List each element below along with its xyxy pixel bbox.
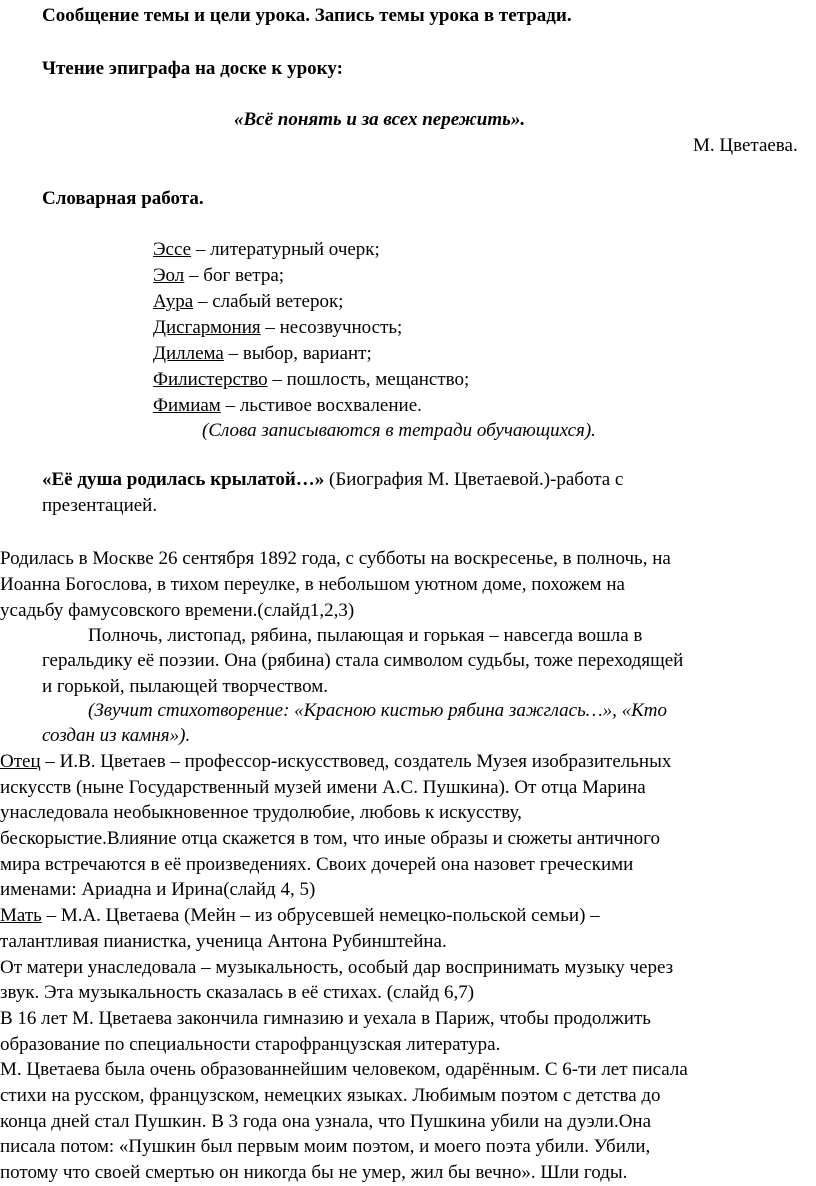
vocab-item xyxy=(153,263,284,289)
father-line xyxy=(0,749,671,775)
vocabulary-heading: Словарная работа. xyxy=(42,188,204,209)
vocab-definition: – выбор, вариант; xyxy=(223,343,372,364)
vocab-term: Дисгармония xyxy=(153,317,261,338)
vocab-item xyxy=(153,393,422,419)
vocab-term: Диллема xyxy=(153,343,224,364)
presentation-title: «Её душа родилась крылатой…» xyxy=(42,469,325,490)
lesson-topic-heading: Сообщение темы и цели урока. Запись темы урока в тетради. xyxy=(42,5,572,26)
vocab-item xyxy=(153,315,402,341)
bio-text-line: В 16 лет М. Цветаева закончила гимназию и уехала в Париж, чтобы продолжить xyxy=(0,1008,651,1029)
vocab-definition: – пошлость, мещанство; xyxy=(267,369,470,390)
bio-text-line: От матери унаследовала – музыкальность, особый дар воспринимать музыку через xyxy=(0,957,674,978)
bio-text-line: искусств (ныне Государственный музей имени А.С. Пушкина). От отца Марина xyxy=(0,777,646,798)
vocab-definition: – льстивое восхваление. xyxy=(220,395,422,416)
vocab-term: Филистерство xyxy=(153,369,268,390)
bio-text-line: писала потом: «Пушкин был первым моим поэтом, и моего поэта убили. Убили, xyxy=(0,1136,651,1157)
bio-text-line: мира встречаются в её произведениях. Своих дочерей она назовет греческими xyxy=(0,854,634,875)
vocab-definition: – несозвучность; xyxy=(260,317,403,338)
epigraph-heading: Чтение эпиграфа на доске к уроку: xyxy=(42,58,343,79)
mother-label: Мать xyxy=(0,905,42,926)
bio-text-line: стихи на русском, французском, немецких языках. Любимым поэтом с детства до xyxy=(0,1085,661,1106)
poem-note-line: создан из камня»). xyxy=(42,725,191,746)
bio-text-line: именами: Ариадна и Ирина(слайд 4, 5) xyxy=(0,879,316,900)
mother-line xyxy=(0,903,600,929)
father-text: – И.В. Цветаев – профессор-искусствовед, создатель Музея изобразительных xyxy=(40,751,672,772)
bio-text-line: звук. Эта музыкальность сказалась в её стихах. (слайд 6,7) xyxy=(0,982,475,1003)
bio-text-line: геральдику её поэзии. Она (рябина) стала символом судьбы, тоже переходящей xyxy=(42,650,684,671)
father-label: Отец xyxy=(0,751,41,772)
poem-note-line: (Звучит стихотворение: «Красною кистью рябина зажглась…», «Кто xyxy=(88,700,667,721)
vocab-term: Эссе xyxy=(153,239,192,260)
vocab-item xyxy=(153,289,343,315)
vocab-definition: – слабый ветерок; xyxy=(193,291,344,312)
bio-text-line: М. Цветаева была очень образованнейшим человеком, одарённым. С 6-ти лет писала xyxy=(0,1059,688,1080)
vocab-item xyxy=(153,367,469,393)
bio-text-line: потому что своей смертью он никогда бы не умер, жил бы вечно». Шли годы. xyxy=(0,1162,628,1183)
vocab-item xyxy=(153,341,372,367)
vocab-definition: – бог ветра; xyxy=(184,265,285,286)
bio-text-line: унаследовала необыкновенное трудолюбие, любовь к искусству, xyxy=(0,802,522,823)
bio-text-line: Полночь, листопад, рябина, пылающая и горькая – навсегда вошла в xyxy=(88,625,643,646)
epigraph-author: М. Цветаева. xyxy=(693,135,798,156)
epigraph-quote: «Всё понять и за всех пережить». xyxy=(234,109,526,130)
bio-text-line: бескорыстие.Влияние отца скажется в том, что иные образы и сюжеты античного xyxy=(0,828,660,849)
vocab-term: Аура xyxy=(153,291,194,312)
bio-text-line: Иоанна Богослова, в тихом переулке, в небольшом уютном доме, похожем на xyxy=(0,574,625,595)
bio-text-line: Родилась в Москве 26 сентября 1892 года, с субботы на воскресенье, в полночь, на xyxy=(0,548,671,569)
presentation-text: (Биография М. Цветаевой.)-работа с xyxy=(324,469,624,490)
vocab-term: Эол xyxy=(153,265,185,286)
vocab-term: Фимиам xyxy=(153,395,221,416)
bio-text-line: конца дней стал Пушкин. В 3 года она узнала, что Пушкина убили на дуэли.Она xyxy=(0,1111,652,1132)
vocab-definition: – литературный очерк; xyxy=(191,239,380,260)
vocab-item xyxy=(153,237,380,263)
bio-text-line: образование по специальности старофранцузская литература. xyxy=(0,1034,501,1055)
bio-text-line: усадьбу фамусовского времени.(слайд1,2,3) xyxy=(0,600,355,621)
bio-text-line: и горькой, пылающей творчеством. xyxy=(42,676,328,697)
mother-text: – М.А. Цветаева (Мейн – из обрусевшей немецко-польской семьи) – xyxy=(41,905,600,926)
vocab-note: (Слова записываются в тетради обучающихся). xyxy=(202,420,596,441)
presentation-text-line: презентацией. xyxy=(42,495,158,516)
bio-text-line: талантливая пианистка, ученица Антона Рубинштейна. xyxy=(0,931,447,952)
presentation-line xyxy=(42,467,623,493)
